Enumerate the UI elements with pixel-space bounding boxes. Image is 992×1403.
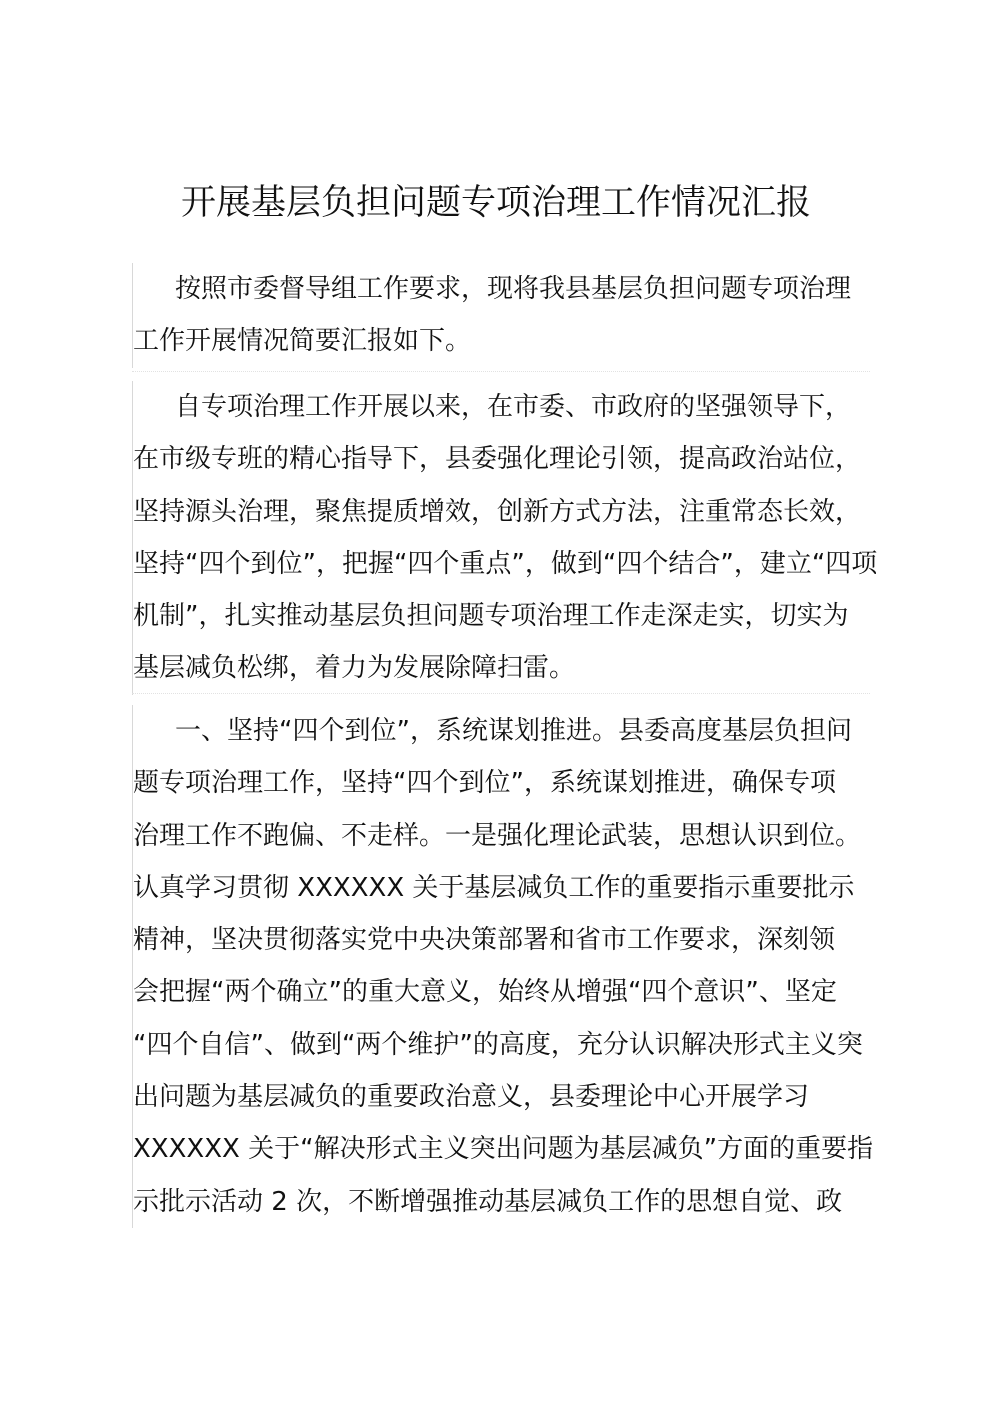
paragraph-overview	[132, 381, 878, 695]
text-line: 认真学习贯彻 XXXXXX 关于基层减负工作的重要指示重要批示	[133, 872, 855, 903]
text-line: 机制”，扎实推动基层负担问题专项治理工作走深走实，切实为	[133, 601, 849, 632]
text-line: 题专项治理工作，坚持“四个到位”，系统谋划推进，确保专项	[133, 768, 836, 799]
text-line: 坚持源头治理，聚焦提质增效，创新方式方法，注重常态长效，	[133, 496, 862, 527]
text-line: 坚持“四个到位”，把握“四个重点”，做到“四个结合”，建立“四项	[133, 548, 878, 579]
text-line: 一、坚持“四个到位”，系统谋划推进。县委高度基层负担问	[175, 716, 852, 746]
paragraph-intro	[132, 263, 871, 368]
text-line: 示批示活动 2 次，不断增强推动基层减负工作的思想自觉、政	[133, 1186, 843, 1217]
text-line: 精神，坚决贯彻落实党中央决策部署和省市工作要求，深刻领	[133, 925, 836, 956]
text-line: 按照市委督导组工作要求，现将我县基层负担问题专项治理	[175, 274, 852, 304]
text-line: XXXXXX 关于“解决形式主义突出问题为基层减负”方面的重要指	[133, 1134, 874, 1165]
text-line: 基层减负松绑，着力为发展除障扫雷。	[133, 653, 576, 684]
document-title: 开展基层负担问题专项治理工作情况汇报	[180, 183, 811, 223]
text-line: 在市级专班的精心指导下，县委强化理论引领，提高政治站位，	[133, 444, 862, 475]
text-line: 会把握“两个确立”的重大意义，始终从增强“四个意识”、坚定	[133, 977, 837, 1008]
paragraph-section-one	[132, 705, 874, 1228]
paragraph-divider	[132, 693, 870, 694]
text-line: “四个自信”、做到“两个维护”的高度，充分认识解决形式主义突	[133, 1029, 863, 1060]
text-line: 治理工作不跑偏、不走样。一是强化理论武装，思想认识到位。	[133, 820, 862, 851]
paragraph-divider	[132, 371, 870, 372]
text-line: 工作开展情况简要汇报如下。	[133, 326, 472, 357]
text-line: 自专项治理工作开展以来，在市委、市政府的坚强领导下，	[175, 392, 852, 422]
text-line: 出问题为基层减负的重要政治意义，县委理论中心开展学习	[133, 1082, 810, 1113]
